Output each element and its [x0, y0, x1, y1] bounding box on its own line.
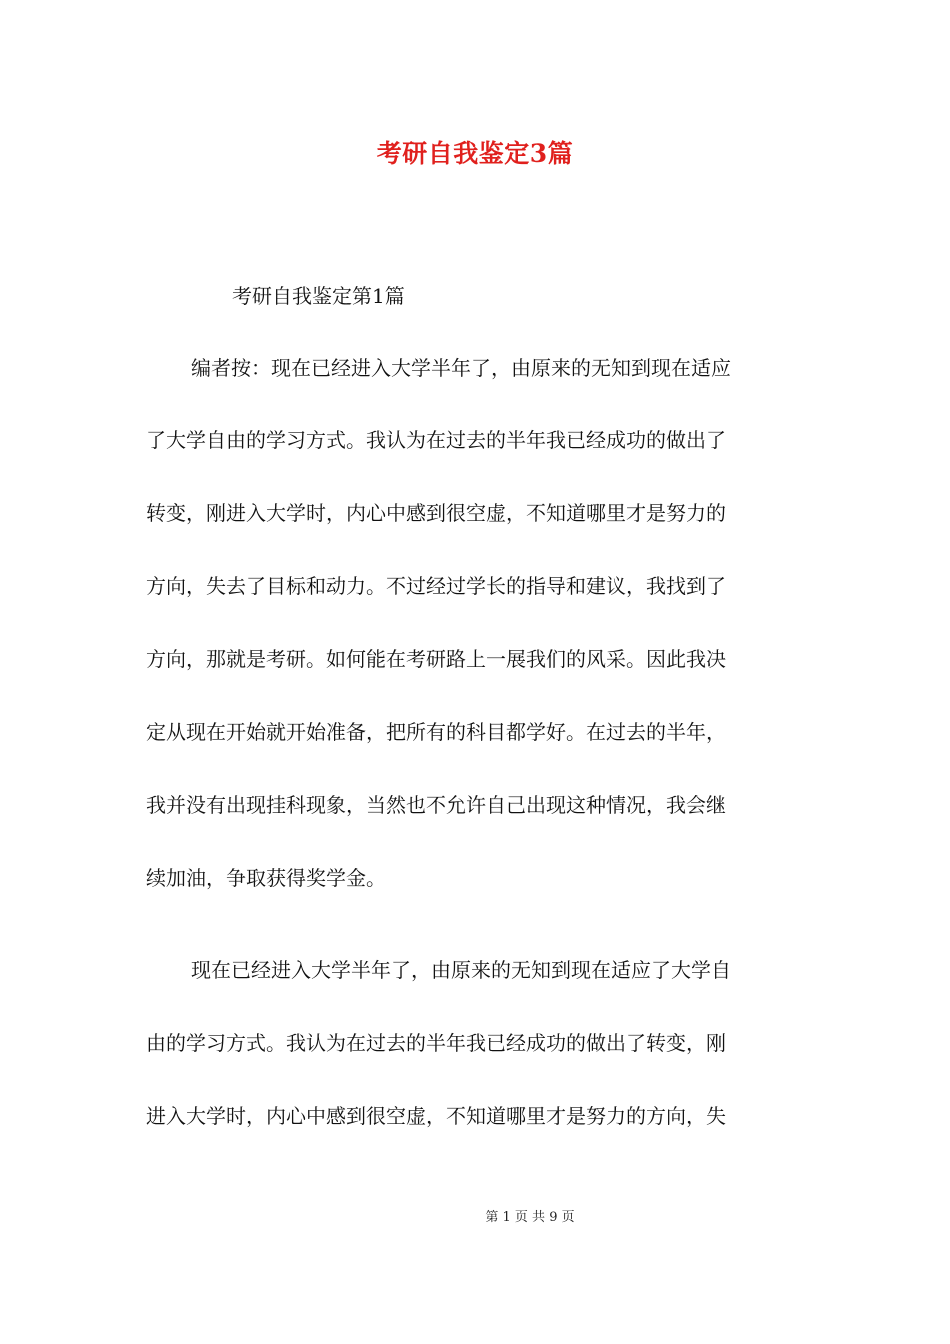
text-line: 转变，刚进入大学时，内心中感到很空虚，不知道哪里才是努力的 — [146, 501, 726, 525]
text-line: 由的学习方式。我认为在过去的半年我已经成功的做出了转变，刚 — [146, 1031, 726, 1055]
document-title: 考研自我鉴定3篇 — [376, 139, 574, 168]
text-line: 编者按：现在已经进入大学半年了，由原来的无知到现在适应 — [191, 356, 731, 380]
text-line: 续加油，争取获得奖学金。 — [146, 866, 386, 890]
text-line: 方向，失去了目标和动力。不过经过学长的指导和建议，我找到了 — [146, 574, 726, 598]
section-heading: 考研自我鉴定第1篇 — [232, 284, 405, 308]
text-line: 方向，那就是考研。如何能在考研路上一展我们的风采。因此我决 — [146, 647, 726, 671]
page-number: 第 1 页 共 9 页 — [485, 1210, 575, 1225]
text-line: 定从现在开始就开始准备，把所有的科目都学好。在过去的半年， — [146, 720, 726, 744]
text-line: 现在已经进入大学半年了，由原来的无知到现在适应了大学自 — [191, 958, 731, 982]
text-line: 了大学自由的学习方式。我认为在过去的半年我已经成功的做出了 — [146, 428, 726, 452]
text-line: 进入大学时，内心中感到很空虚，不知道哪里才是努力的方向，失 — [146, 1104, 726, 1128]
text-line: 我并没有出现挂科现象，当然也不允许自己出现这种情况，我会继 — [146, 793, 726, 817]
